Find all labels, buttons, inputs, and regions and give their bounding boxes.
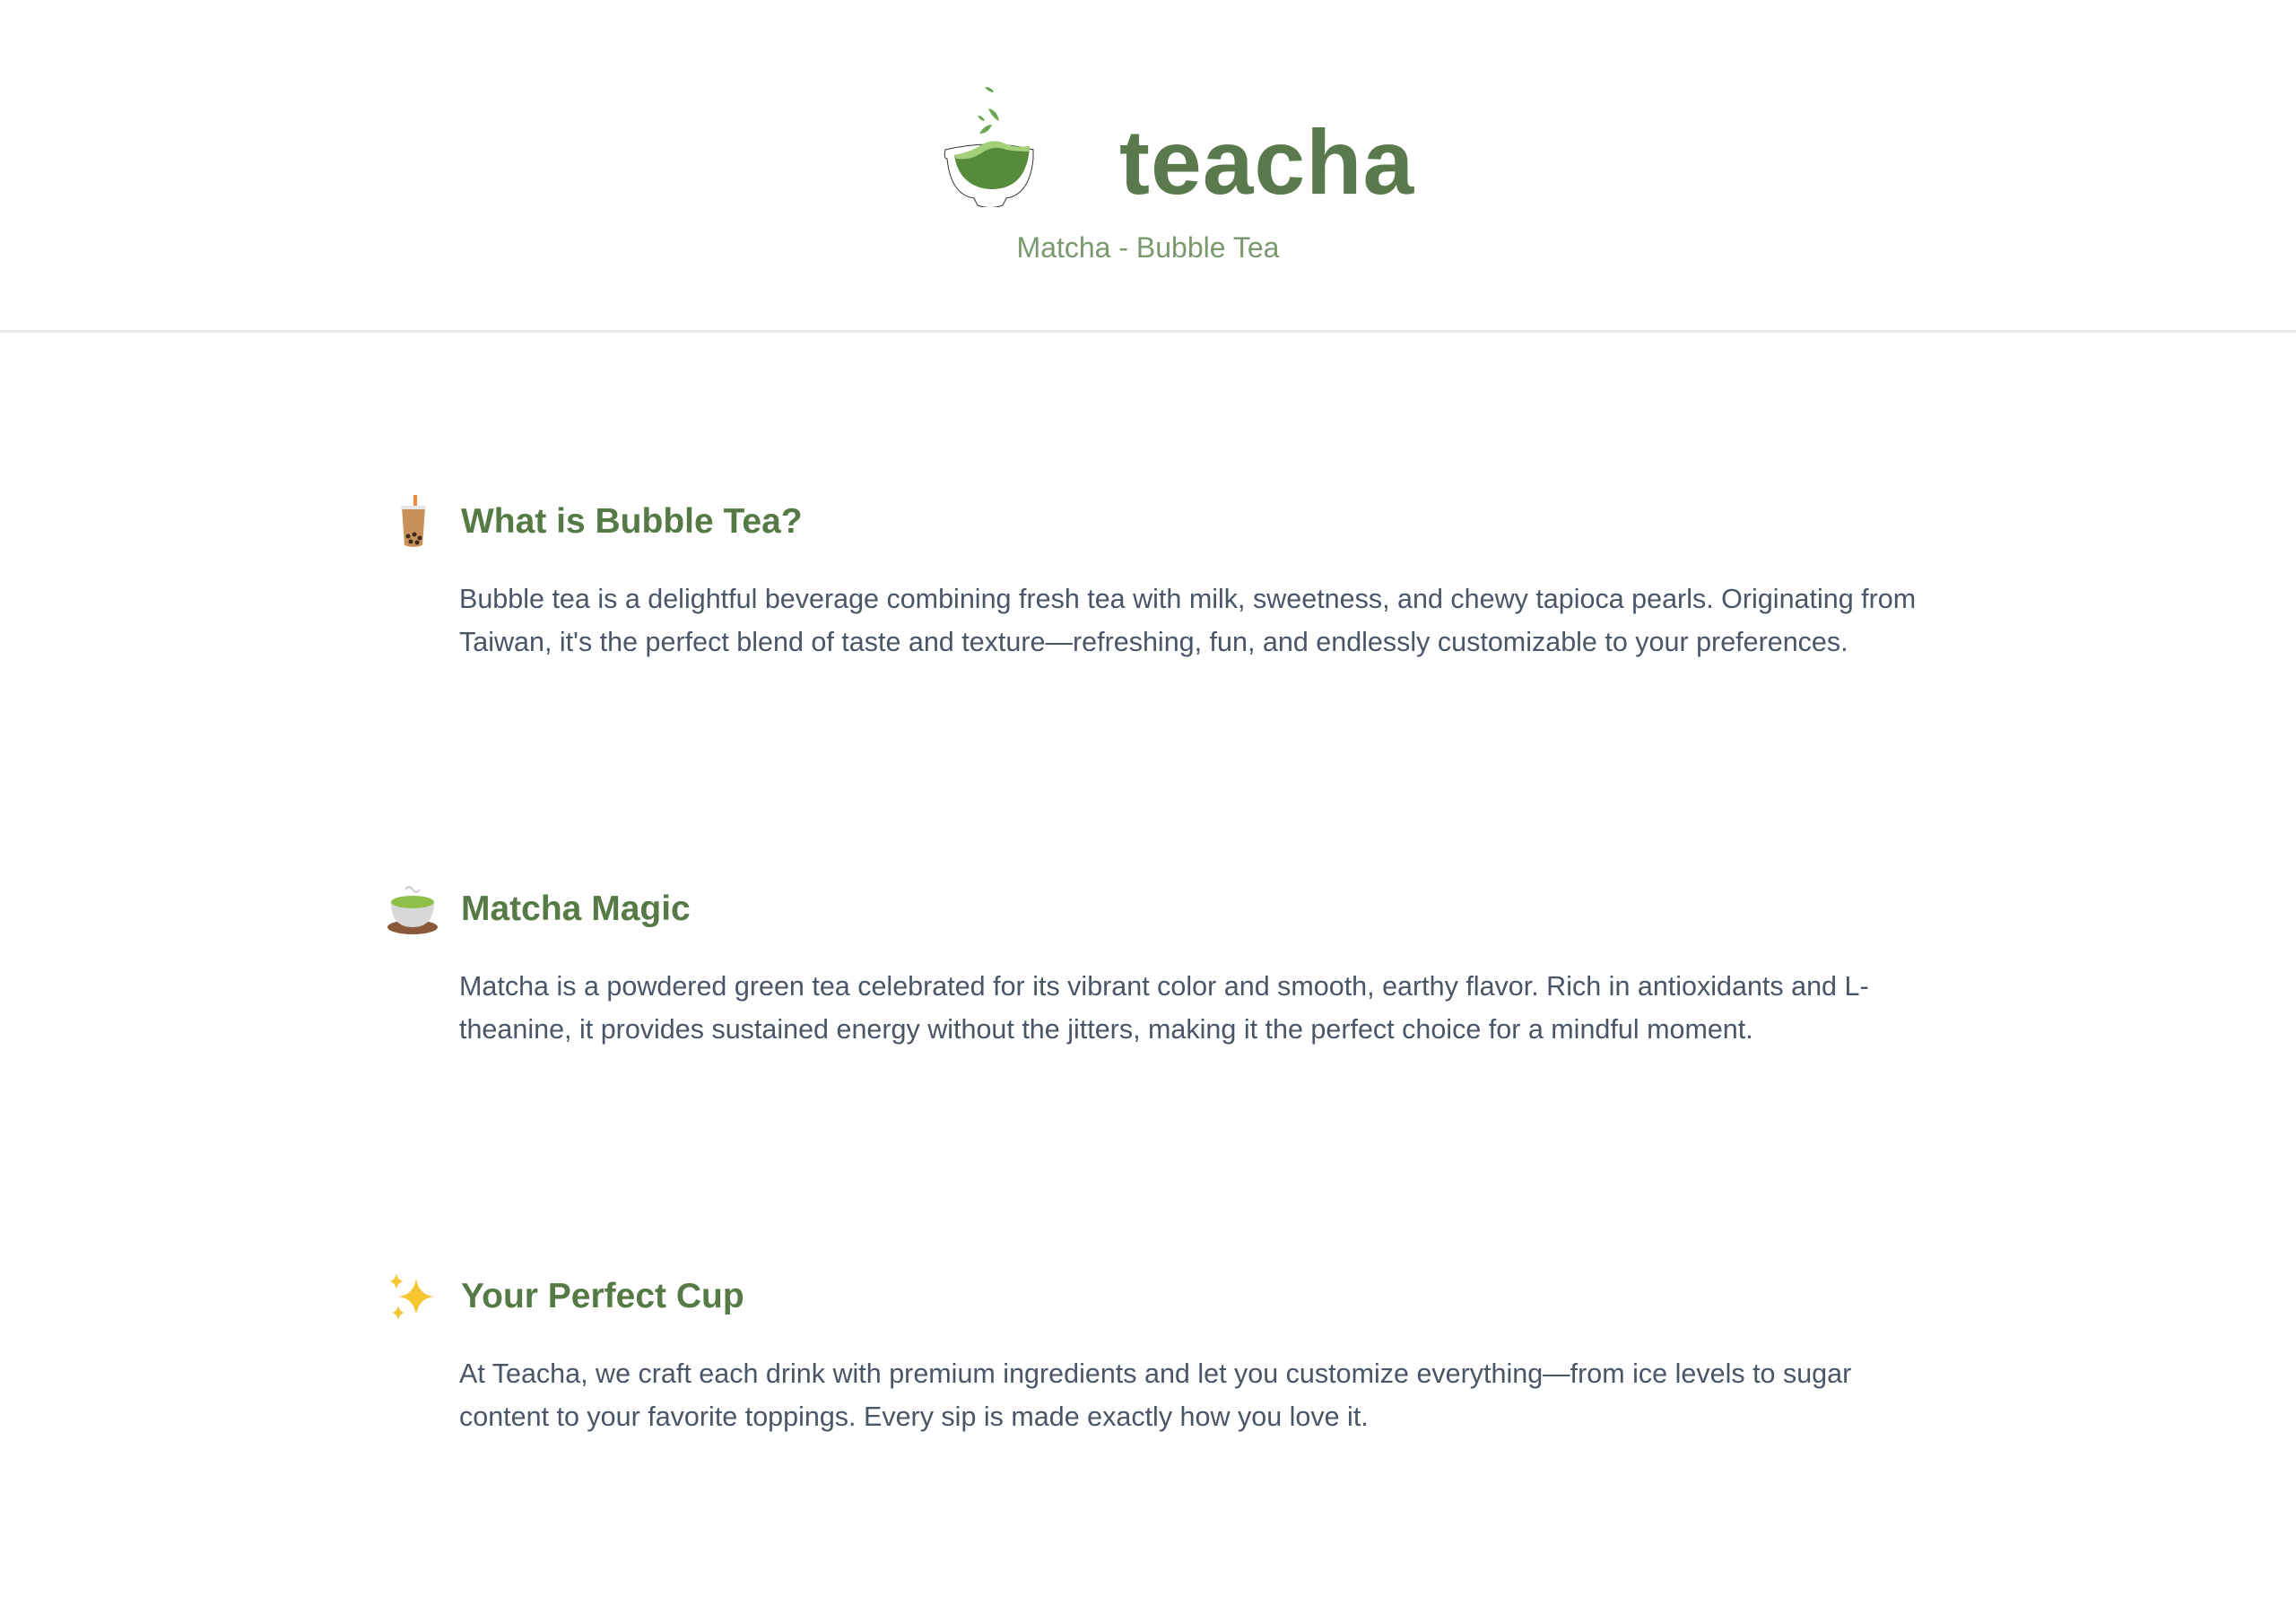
- section-body: At Teacha, we craft each drink with premium ingredients and let you customize everything—from ice levels to sugar content to your favorite toppings. Every sip is made exactly how you love it.: [459, 1358, 1852, 1432]
- section-title: Your Perfect Cup: [461, 1277, 744, 1315]
- section-what-is-bubble-tea: [386, 493, 1917, 664]
- section-title: What is Bubble Tea?: [461, 502, 803, 541]
- matcha-bowl-icon: [942, 82, 1040, 207]
- section-body: Matcha is a powdered green tea celebrated for its vibrant color and smooth, earthy flavor. Rich in antioxidants and L-theanine, it provides sustained energy without the jitters, making it the perfect choice for a mindful moment.: [459, 971, 1869, 1045]
- tagline: Matcha - Bubble Tea: [1016, 231, 1280, 264]
- section-matcha-magic: [386, 881, 1910, 1051]
- bubble-tea-icon: [386, 495, 439, 549]
- sparkles-icon: [386, 1270, 439, 1323]
- section-title: Matcha Magic: [461, 889, 691, 928]
- section-body: Bubble tea is a delightful beverage combining fresh tea with milk, sweetness, and chewy tapioca pearls. Originating from Taiwan, it's the perfect blend of taste and texture—refreshing, fun, and endlessly customizable to your preferences.: [459, 584, 1917, 657]
- brand-logo[interactable]: [942, 81, 1415, 213]
- site-header: [0, 0, 2296, 333]
- brand-name: teacha: [1119, 111, 1415, 213]
- section-your-perfect-cup: [386, 1268, 1910, 1438]
- teacup-icon: [386, 882, 439, 936]
